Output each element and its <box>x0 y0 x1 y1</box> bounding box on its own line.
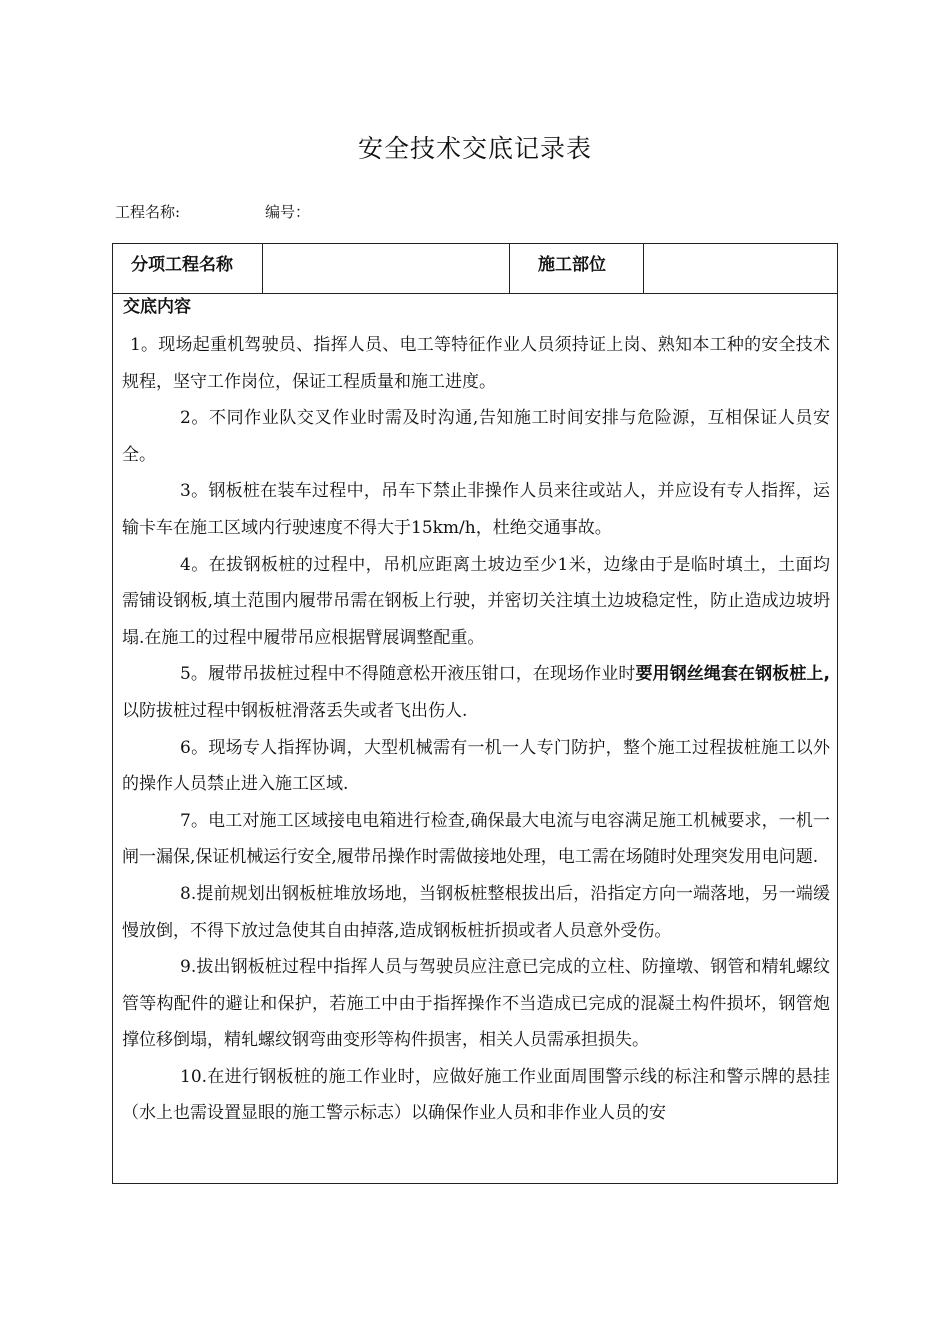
sub-project-value-cell[interactable] <box>263 244 510 293</box>
briefing-paragraph-10: 10.在进行钢板桩的施工作业时，应做好施工作业面周围警示线的标注和警示牌的悬挂（水上也需设置显眼的施工警示标志）以确保作业人员和非作业人员的安 <box>122 1066 830 1124</box>
briefing-paragraph-1: 1。现场起重机驾驶员、指挥人员、电工等特征作业人员须持证上岗、熟知本工种的安全技术规程，坚守工作岗位，保证工程质量和施工进度。 <box>122 335 830 392</box>
section-title: 交底内容 <box>123 297 191 317</box>
sub-project-label: 分项工程名称 <box>131 255 233 275</box>
briefing-paragraph-9: 9.拔出钢板桩过程中指挥人员与驾驶员应注意已完成的立柱、防撞墩、钢管和精轧螺纹管等构配件的避让和保护，若施工中由于指挥操作不当造成已完成的混凝土构件损坏，钢管炮撑位移倒塌，精轧螺纹钢弯曲变形等构件损害，相关人员需承担损失。 <box>122 957 830 1051</box>
project-name-label: 工程名称: <box>115 203 181 221</box>
location-label-cell <box>510 244 644 293</box>
briefing-paragraph-4: 4。在拔钢板桩的过程中，吊机应距离土坡边至少1米，边缘由于是临时填土，土面均需铺设钢板,填土范围内履带吊需在钢板上行驶，并密切关注填土边坡稳定性，防止造成边坡坍塌.在施工的过程中履带吊应根据臂展调整配重。 <box>122 554 830 648</box>
briefing-paragraph-2: 2。不同作业队交叉作业时需及时沟通,告知施工时间安排与危险源，互相保证人员安全。 <box>122 408 830 465</box>
briefing-paragraph-6: 6。现场专人指挥协调，大型机械需有一机一人专门防护，整个施工过程拔桩施工以外的操作人员禁止进入施工区域. <box>122 737 830 795</box>
briefing-paragraph-5 <box>122 656 830 729</box>
number-label: 编号： <box>265 203 311 221</box>
record-table <box>112 243 838 1184</box>
briefing-paragraph-3: 3。钢板桩在装车过程中，吊车下禁止非操作人员来往或站人，并应设有专人指挥，运输卡车在施工区域内行驶速度不得大于15km/h，杜绝交通事故。 <box>122 481 830 538</box>
paragraph-5-text-after: 以防拔桩过程中钢板桩滑落丢失或者飞出伤人. <box>122 700 468 721</box>
paragraph-5-text-before: 5。履带吊拔桩过程中不得随意松开液压钳口，在现场作业时 <box>180 664 636 685</box>
page-title: 安全技术交底记录表 <box>357 134 592 163</box>
briefing-paragraph-7: 7。电工对施工区域接电电箱进行检查,确保最大电流与电容满足施工机械要求，一机一闸一漏保,保证机械运行安全,履带吊操作时需做接地处理，电工需在场随时处理突发用电问题. <box>122 810 830 868</box>
location-label: 施工部位 <box>538 255 606 275</box>
paragraph-5-emphasis: 要用钢丝绳套在钢板桩上, <box>635 664 830 685</box>
table-header-row <box>113 244 837 294</box>
location-value-cell[interactable] <box>644 244 837 293</box>
sub-project-label-cell <box>113 244 263 293</box>
briefing-paragraphs <box>122 327 830 1132</box>
briefing-paragraph-8: 8.提前规划出钢板桩堆放场地，当钢板桩整根拔出后，沿指定方向一端落地，另一端缓慢放倒，不得下放过急使其自由掉落,造成钢板桩折损或者人员意外受伤。 <box>122 883 830 941</box>
briefing-content <box>113 294 837 1183</box>
